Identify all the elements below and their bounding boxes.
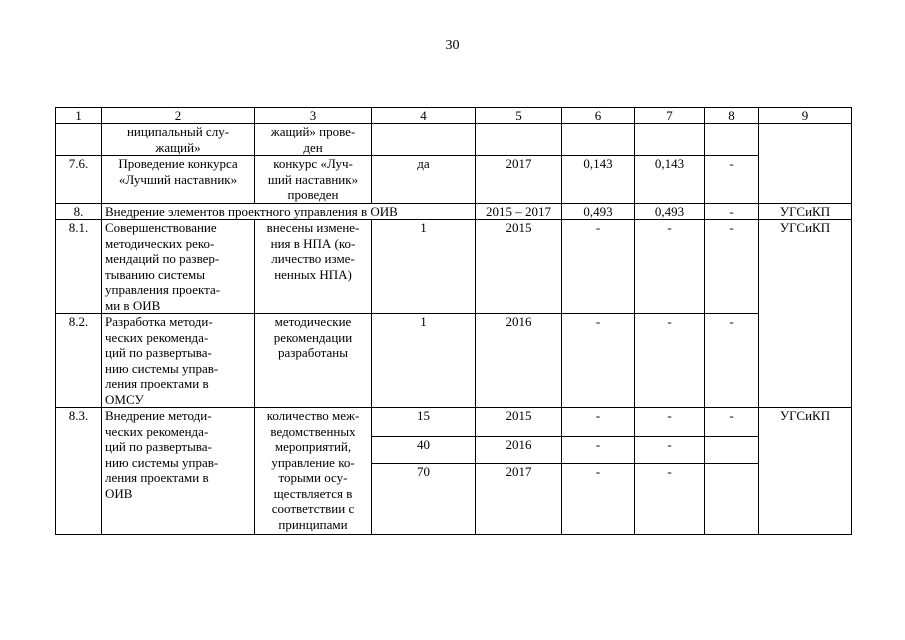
cell-amount-3: - — [705, 408, 759, 437]
cell-amount-2: - — [635, 464, 705, 535]
cell-year: 2017 — [476, 156, 562, 204]
cell-number: 8.2. — [56, 314, 102, 408]
cell-amount-1: - — [562, 314, 635, 408]
table-row-continuation — [56, 124, 852, 156]
cell-year: 2015 — [476, 220, 562, 314]
cell-measure: ниципальный слу- жащий» — [102, 124, 255, 156]
cell-value — [372, 124, 476, 156]
table-row-8-3 — [56, 408, 852, 437]
cell-year: 2015 — [476, 408, 562, 437]
table-row-8-2 — [56, 314, 852, 408]
cell-year: 2015 – 2017 — [476, 203, 562, 220]
cell-indicator: внесены измене- ния в НПА (ко- личество изме- ненных НПА) — [255, 220, 372, 314]
cell-amount-1: - — [562, 408, 635, 437]
cell-amount-2: - — [635, 408, 705, 437]
cell-number — [56, 124, 102, 156]
column-header-9: 9 — [759, 108, 852, 124]
cell-indicator: количество меж- ведомственных мероприятий, управление ко- торыми осу- ществляется в соответствии с принципами — [255, 408, 372, 535]
cell-section-title: Внедрение элементов проектного управления в ОИВ — [102, 203, 476, 220]
cell-amount-3: - — [705, 156, 759, 204]
table-header-row — [56, 108, 852, 124]
cell-amount-3: - — [705, 220, 759, 314]
cell-amount-2: - — [635, 314, 705, 408]
table-row-8 — [56, 203, 852, 220]
cell-value: 1 — [372, 314, 476, 408]
cell-amount-3 — [705, 124, 759, 156]
column-header-3: 3 — [255, 108, 372, 124]
cell-year: 2016 — [476, 314, 562, 408]
cell-measure: Разработка методи- ческих рекоменда- ций по развертыва- нию системы управ- ления проектами в ОМСУ — [102, 314, 255, 408]
column-header-2: 2 — [102, 108, 255, 124]
column-header-6: 6 — [562, 108, 635, 124]
cell-responsible: УГСиКП — [759, 220, 852, 408]
cell-value: 70 — [372, 464, 476, 535]
cell-responsible: УГСиКП — [759, 408, 852, 535]
cell-measure: Совершенствование методических реко- мендаций по развер- тыванию системы управления проекта- ми в ОИВ — [102, 220, 255, 314]
table-row-7-6 — [56, 156, 852, 204]
cell-year: 2017 — [476, 464, 562, 535]
cell-value: 15 — [372, 408, 476, 437]
cell-number: 7.6. — [56, 156, 102, 204]
cell-amount-2: - — [635, 220, 705, 314]
cell-value: 40 — [372, 437, 476, 464]
cell-amount-3: - — [705, 203, 759, 220]
column-header-5: 5 — [476, 108, 562, 124]
table-row-8-1 — [56, 220, 852, 314]
cell-amount-3 — [705, 464, 759, 535]
page-number: 30 — [445, 38, 460, 53]
cell-measure: Проведение конкурса «Лучший наставник» — [102, 156, 255, 204]
cell-value: 1 — [372, 220, 476, 314]
cell-value: да — [372, 156, 476, 204]
cell-amount-3: - — [705, 314, 759, 408]
cell-responsible: УГСиКП — [759, 203, 852, 220]
cell-amount-2 — [635, 124, 705, 156]
cell-amount-1: 0,493 — [562, 203, 635, 220]
cell-amount-1: - — [562, 437, 635, 464]
cell-responsible — [759, 124, 852, 204]
cell-measure: Внедрение методи- ческих рекоменда- ций по развертыва- нию системы управ- ления проектами в ОИВ — [102, 408, 255, 535]
cell-number: 8.1. — [56, 220, 102, 314]
cell-year: 2016 — [476, 437, 562, 464]
column-header-7: 7 — [635, 108, 705, 124]
cell-year — [476, 124, 562, 156]
cell-amount-2: 0,493 — [635, 203, 705, 220]
cell-number: 8. — [56, 203, 102, 220]
cell-amount-1: - — [562, 220, 635, 314]
cell-amount-3 — [705, 437, 759, 464]
column-header-1: 1 — [56, 108, 102, 124]
cell-amount-2: - — [635, 437, 705, 464]
cell-amount-1: - — [562, 464, 635, 535]
cell-indicator: жащий» прове- ден — [255, 124, 372, 156]
plan-table — [55, 107, 852, 535]
cell-amount-1 — [562, 124, 635, 156]
cell-amount-1: 0,143 — [562, 156, 635, 204]
cell-number: 8.3. — [56, 408, 102, 535]
column-header-8: 8 — [705, 108, 759, 124]
cell-amount-2: 0,143 — [635, 156, 705, 204]
column-header-4: 4 — [372, 108, 476, 124]
cell-indicator: методические рекомендации разработаны — [255, 314, 372, 408]
cell-indicator: конкурс «Луч- ший наставник» проведен — [255, 156, 372, 204]
